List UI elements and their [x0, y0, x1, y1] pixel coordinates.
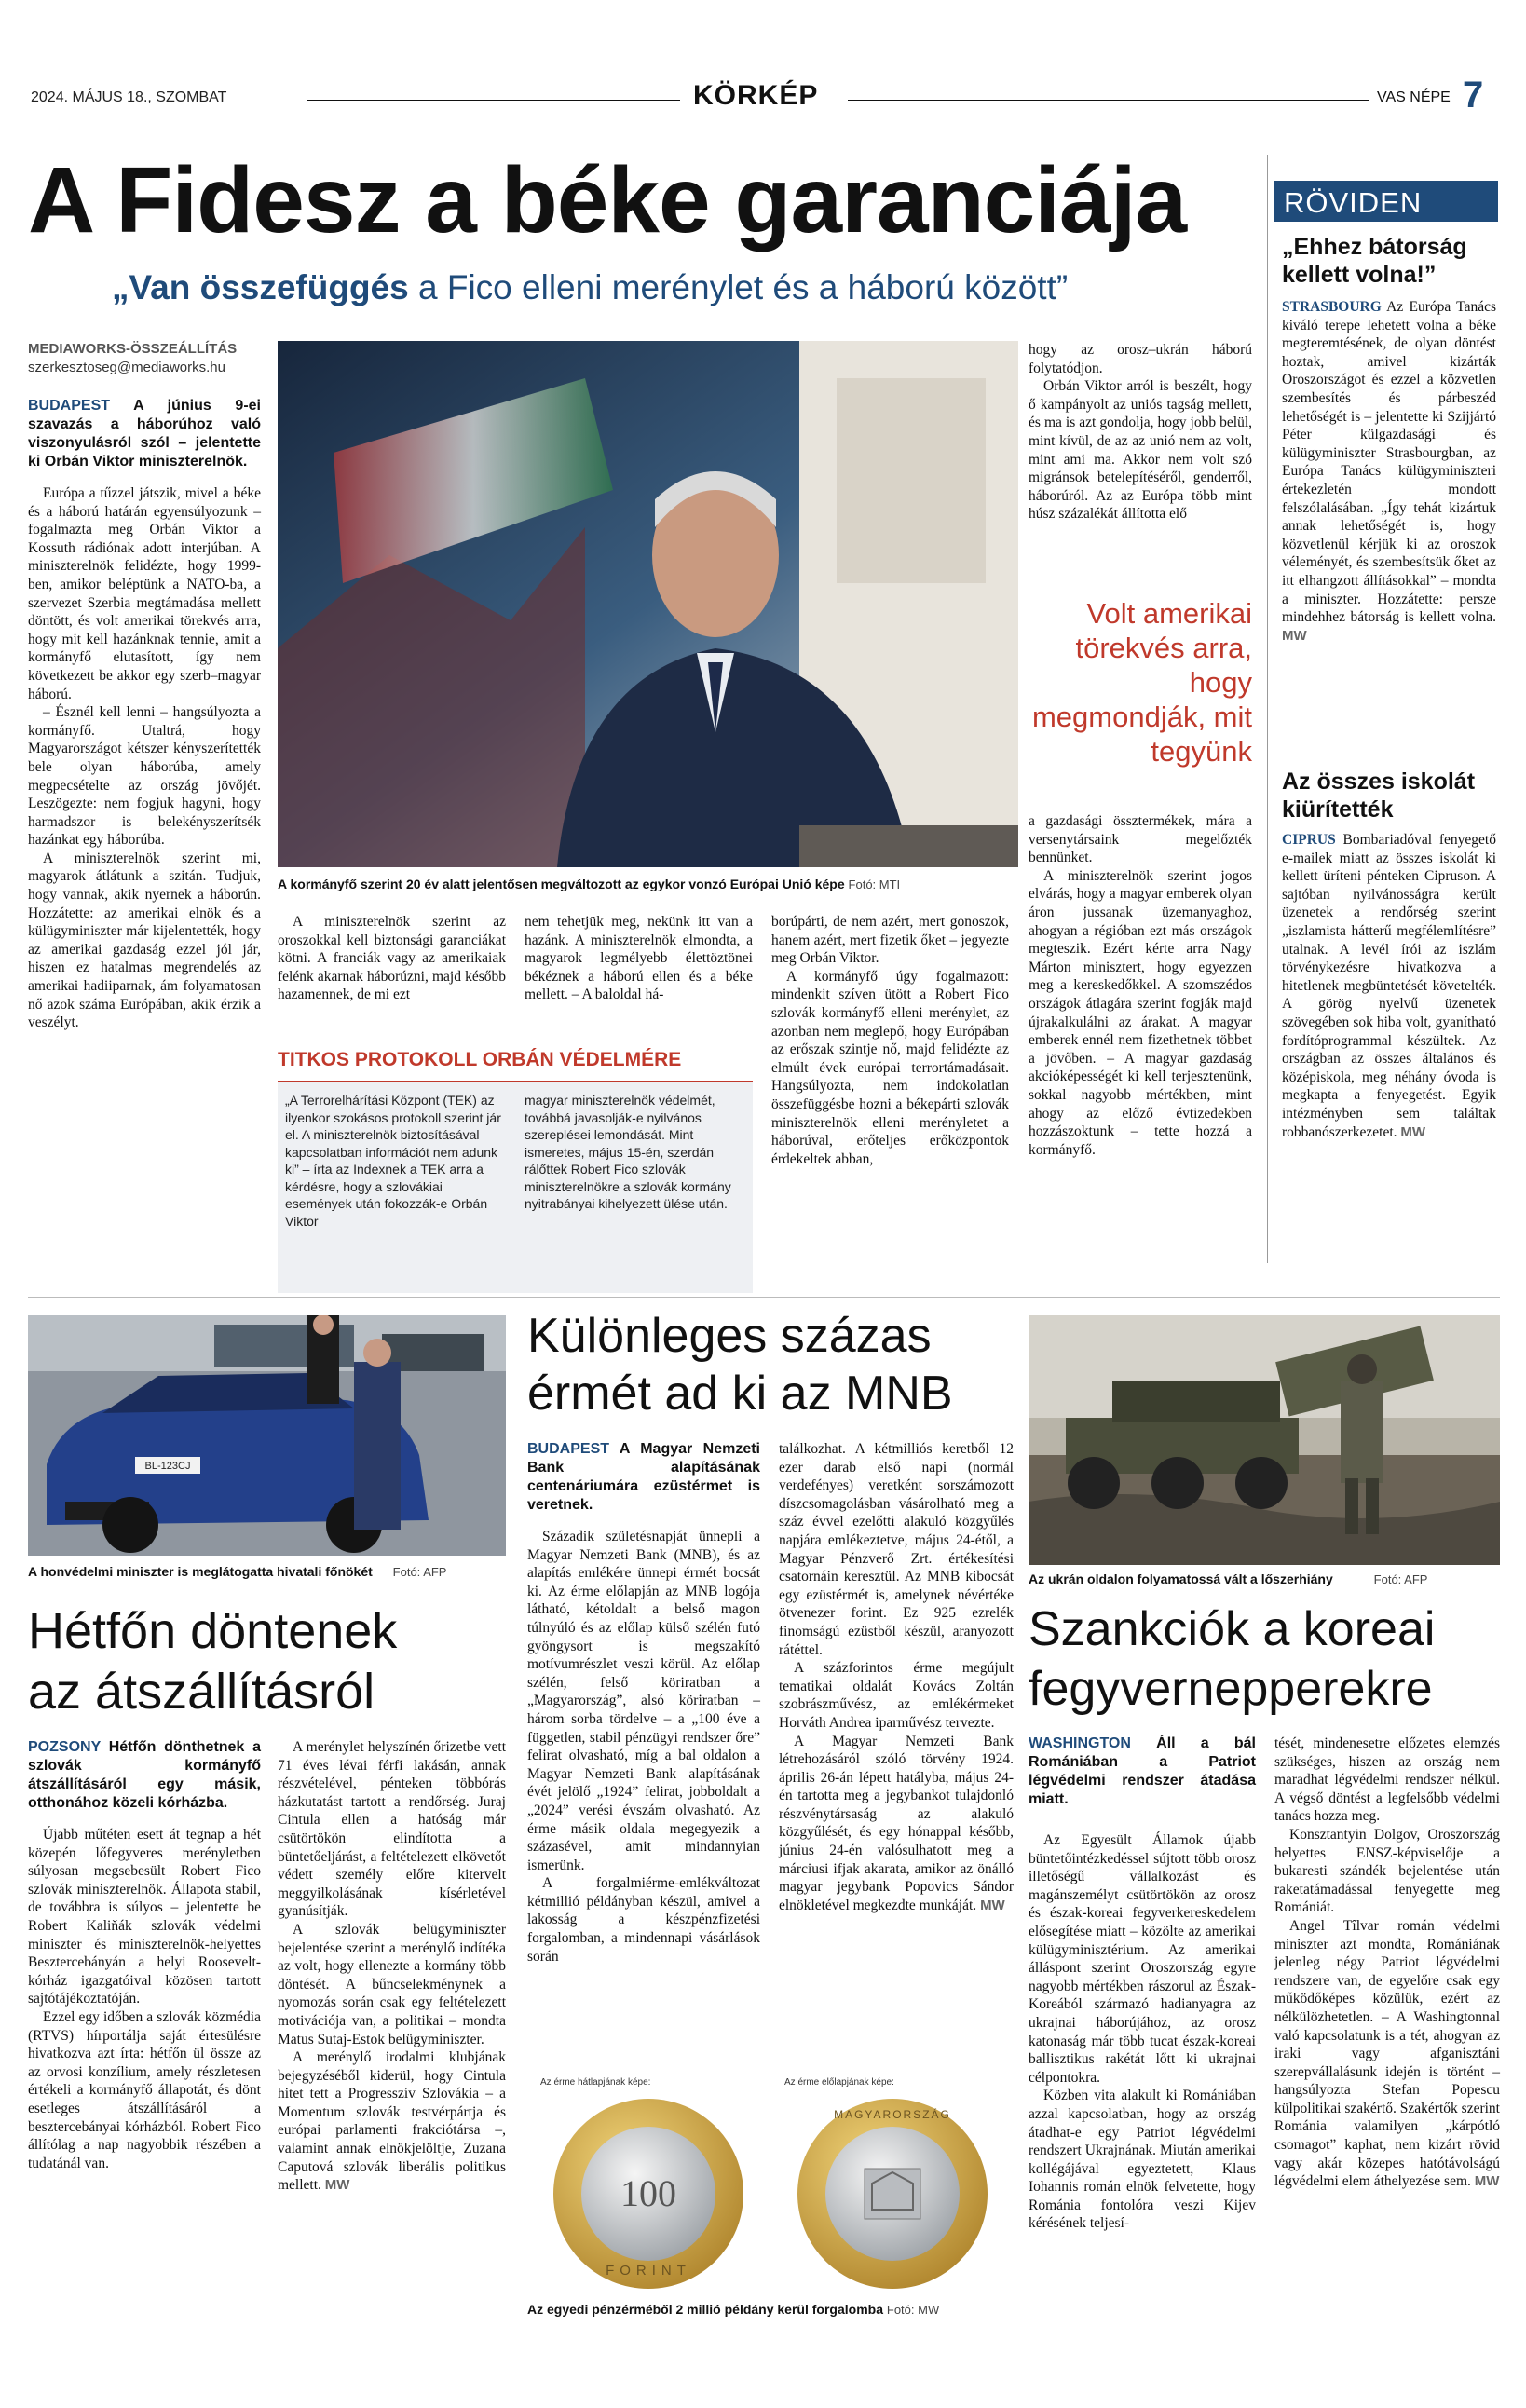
- coin-col1-p2: A forgalmiérme-emlékváltozat kétmillió példányban készül, amivel a lakosság a készpénzfizetési forgalomban, a mindennapi vásárlások során: [527, 1875, 760, 1965]
- korea-photo-illustration: [1029, 1315, 1500, 1565]
- fico-col2-p3: [278, 2048, 506, 2195]
- korea-lead: [1029, 1735, 1256, 1809]
- korea-mw: MW: [1474, 2173, 1500, 2190]
- sidebar-header: [1274, 181, 1498, 222]
- sidebar-item1-mw: MW: [1282, 627, 1307, 644]
- coin-front: [797, 2099, 988, 2289]
- sidebar-item2-text: [1282, 831, 1496, 1141]
- main-col1-p1: Európa a tűzzel játszik, mivel a béke és a háború határán egyensúlyozunk – fogalmazta meg Orbán Viktor a Kossuth rádiónak adott interjúban. A miniszterelnök felidézte, hogy 1999-ben, amikor beléptünk a NATO-ba, a szervezet Szerbia megtámadása mellett döntött, és volt amerikai törekvés arra, hogy mit kell hazánknak tennie, amit a kormányfő elutasított, így nem következett be akkor egy szerb–magyar háború.: [28, 485, 261, 702]
- korea-column-2: [1274, 1735, 1500, 2191]
- korea-photo-caption: [1029, 1571, 1504, 1588]
- header-rule-left: [307, 100, 680, 101]
- main-col1-p2: – Észnél kell lenni – hangsúlyozta a kormányfő. Utaltrá, hogy Magyarországot kétszer kényszerítették bele olyan háborúba, amely megpecsételte az ország jövőjét. Leszögezte: nem fogjuk hagyni, hogy harmadszor is belekényszerítsék hazánkat egy háborúba.: [28, 704, 261, 849]
- main-column-5: [1029, 341, 1252, 524]
- coin-back-mark: 100: [620, 2172, 676, 2214]
- fico-title-1: Hétfőn döntenek: [28, 1603, 398, 1659]
- sidebar-item2: [1282, 831, 1496, 1141]
- fico-photo-caption: [28, 1563, 512, 1581]
- coin-col2-p1: találkozhat. A kétmilliós keretből 12 ezer darab első napi (normál verdefényes) veretként sorszámozott díszcsomagolásban vásárolható meg a száz évvel ezelőtti alakuló közgyűlés napjára emlékeztetve, május 24-étől, a Magyar Pénzverő Zrt. értékesítési csatornáin keresztül. Az MNB kibocsát egy ezüstérmét is, amelynek névértéke ötvenezer forint. Ez 925 ezrelék finomságú ezüstből készül, aranyozott rátéttel.: [779, 1441, 1014, 1658]
- fico-col2-p3-text: A merénylő irodalmi klubjának bejegyzéséből kiderül, hogy Cintula hitet tett a Progresszív Szlovákia – a Momentum szlovák testvérpártja és európai parlamenti frakciótársa –, valamint annak elnökjelöltje, Zuzana Caputová szlovák liberális politikus mellett.: [278, 2049, 506, 2194]
- section-rule: [28, 1297, 1500, 1298]
- main-photo: [278, 341, 1018, 867]
- main-col5-p2: Orbán Viktor arról is beszélt, hogy ő kampányolt az uniós tagság mellett, és ma is azt gondolja, hogy jobb belül, mint kívül, de az az unió nem az volt, mint ami ma. Akkor nem volt szó migránsok betelepítéséről, genderről, háborúról. Az az Európa több mint húsz százalékát állította elő: [1029, 378, 1252, 523]
- main-column-5b: [1029, 812, 1252, 1159]
- main-photo-caption: [278, 876, 1023, 893]
- main-col3-p1: nem tehetjük meg, nekünk itt van a hazánk. A miniszterelnök elmondta, a magyarok legmélyebb élettöztönei békéznek a háború ellen és a béke mellett. – A baloldal há-: [525, 914, 753, 1003]
- korea-col2-p2: Konsztantyin Dolgov, Oroszország helyettes ENSZ-képviselője a bukaresti szándék bejelentése után raketatámadással fenyegette meg Romániát.: [1274, 1826, 1500, 1916]
- main-photo-illustration: [278, 341, 1018, 867]
- korea-col1-p2: Közben vita alakult ki Romániában azzal kapcsolatban, hogy az ország átadhat-e egy Patriot légvédelmi rendszert Ukrajnának. Miután amerikai kollégájával egyeztetett, Klaus Iohannis román elnök felvetette, hogy Románia fontolóra veszi Kijev kérésének teljesí-: [1029, 2088, 1256, 2232]
- fico-col2-p1: A merénylet helyszínén őrizetbe vett 71 éves lévai férfi lakásán, annak részvételével, pénteken többórás házkutatást tartott a rendőrség. Juraj Cintula ellen a hatóság már csütörtökön elindította a büntetőeljárást, a feltételezett elkövetőt védett személy előre kitervelt meggyilkolásának kísérletével gyanúsítják.: [278, 1739, 506, 1920]
- header-rule-right: [848, 100, 1369, 101]
- main-col4-p2: A kormányfő úgy fogalmazott: mindenkit szíven ütött a Robert Fico szlovák kormányfő elleni merénylet, az azonban nem meglepő, hogy Európában az erőszak szintje nő, majd felidézte az elmúlt évek európai terrortámadásait. Hangsúlyozta, nem indokolatlan összefüggésbe hozni a békepárti szlovák miniszterelnök elleni merényletet a háborúval, erőteljes erőközpontok érdekeltek abban,: [771, 968, 1009, 1167]
- main-col4-p1: borúpárti, de nem azért, mert gonoszok, hanem azért, mert fizetik őket – jegyezte meg Orbán Viktor.: [771, 914, 1009, 967]
- korea-title-1: Szankciók a koreai: [1029, 1602, 1436, 1656]
- subtitle-rest: a Fico elleni merénylet és a háború között”: [408, 268, 1069, 306]
- subtitle-emphasis: „Van összefüggés: [112, 268, 409, 306]
- korea-col2-p3: [1274, 1917, 1500, 2191]
- coin-front-text: MAGYARORSZÁG: [834, 2108, 951, 2121]
- fico-photo: [28, 1315, 506, 1556]
- pull-quote: Volt amerikai törekvés arra, hogy megmondják, mit tegyünk: [1031, 597, 1252, 768]
- header-section: KÖRKÉP: [693, 80, 819, 111]
- coin-back: [553, 2099, 743, 2289]
- korea-lead-text: Áll a bál Romániában a Patriot légvédelmi rendszer átadása miatt.: [1029, 1735, 1256, 1807]
- main-col1-p3: A miniszterelnök szerint mi, magyarok átlátunk a szitán. Tudjuk, hogy vannak, akik nyernek a háborún. Hozzátette: az amerikai elnök és a külügyminiszter már kijelentették, hogy az amerikai gazdaság ezzel jól jár, hiszen ez hatalmas megrendelés az amerikai hadiiparnak, ám folyamatosan nő azok száma Európában, akik érzik a veszélyt.: [28, 850, 261, 1031]
- protocol-box-title: TITKOS PROTOKOLL ORBÁN VÉDELMÉRE: [278, 1049, 682, 1070]
- main-title: A Fidesz a béke garanciája: [28, 148, 1187, 252]
- korea-photo: [1029, 1315, 1500, 1565]
- coin-column-2: [779, 1440, 1014, 1914]
- coin-caption-text: Az egyedi pénzérméből 2 millió példány kerül forgalomba: [527, 2302, 883, 2317]
- main-subtitle: [112, 268, 1068, 307]
- main-col2-p1: A miniszterelnök szerint az oroszokkal kell biztonsági garanciákat kötni. A franciák vagy az amerikaiak felénk akarnak háborúzni, majd később hazamennek, de mi ezt: [278, 914, 506, 1003]
- coin-lead-text: A Magyar Nemzeti Bank alapításának centenáriumára ezüstérmet is veretnek.: [527, 1441, 760, 1513]
- main-photo-credit: Fotó: MTI: [848, 877, 901, 891]
- sidebar-item1-title: „Ehhez bátorság kellett volna!”: [1282, 234, 1467, 288]
- fico-col2-p2: A szlovák belügyminiszter bejelentése szerint a merénylő indítéka az volt, hogy ellenezte a kormány több döntését. A bűncselekménynek a nyomozás során csak egy feltételezett motivációja van, a politikai – mondta Matus Sutaj-Estok belügyminiszter.: [278, 1921, 506, 2047]
- main-col5-p4: A miniszterelnök szerint jogos elvárás, hogy a magyar emberek olyan áron jussanak üzemanyaghoz, ahogyan a régióban ezt más országok megteszik. Ezért kérte arra Nagy Márton minisztert, hogy egyezzen meg a kereskedőkkel. A szomszédos országok átlagára szerint fogják majd újrakalkulálni az árakat. A magyar emberek ennél nem fizethetnek többet a jövőben. – A magyar gazdaság akcióképességét ki kell terjesztenünk, sokkal nagyobb mértékben, mint ahogy az előző évtizedekben hozzászoktunk – tette hozzá a kormányfő.: [1029, 867, 1252, 1158]
- fico-photo-caption-text: A honvédelmi miniszter is meglátogatta hivatali főnökét: [28, 1564, 373, 1579]
- korea-photo-caption-text: Az ukrán oldalon folyamatossá vált a lőszerhiány: [1029, 1571, 1333, 1586]
- sidebar-item1: [1282, 298, 1496, 645]
- fico-lead-text: Hétfőn dönthetnek a szlovák kormányfő átszállításáról egy másik, otthonához közeli kórházba.: [28, 1739, 261, 1811]
- sidebar-item1-body: Az Európa Tanács kiváló terepe lehetett volna a béke megteremtésének, de olyan döntést hoztak, amivel kizárták Oroszországot és ezzel a közvetlen szembesítés és párbeszéd lehetőségét is – jelentette ki Szijjártó Péter külgazdasági és külügyminiszter Strasbourgban, az Európa Tanács külügyminiszteri értekezletén mondott felszólalásában. „Így tehát kizártuk annak lehetőségét is, hogy közvetlenül kérjük ki az oroszok véleményét, és szembesítsük őket az itt elhangzott állításokkal” – mondta a miniszter. Hozzátette: persze mindehhez bátorság is kellett volna.: [1282, 299, 1496, 626]
- sidebar-divider: [1267, 155, 1268, 1263]
- header-paper: VAS NÉPE: [1377, 89, 1451, 105]
- byline: MEDIAWORKS-ÖSSZEÁLLÍTÁS: [28, 341, 238, 357]
- coin-images: [527, 2087, 1014, 2301]
- protocol-box-col1: „A Terrorelhárítási Központ (TEK) az ilyenkor szokásos protokoll szerint jár el. A miniszterelnök biztosításával kapcsolatban információt nem adunk ki” – írta az Indexnek a TEK arra a kérdésre, hogy a szlovákiai események után fokozzák-e Orbán Viktor: [285, 1093, 501, 1229]
- coin-front-label: Az érme előlapjának képe:: [784, 2077, 894, 2088]
- fico-title-2: az átszállításról: [28, 1664, 375, 1720]
- coin-back-label: Az érme hátlapjának képe:: [540, 2077, 651, 2088]
- sidebar-item2-title: Az összes iskolát kiürítették: [1282, 769, 1476, 823]
- coin-caption: [527, 2301, 1021, 2319]
- author-email: szerkesztoseg@mediaworks.hu: [28, 360, 225, 375]
- protocol-box-col2: magyar miniszterelnök védelmét, továbbá javasolják-e nyilvános szereplései lemondását. Mint ismeretes, május 15-én, szerdán rálőttek Robert Fico szlovák miniszterelnökre a szlovák kormány nyitrabányai kihelyezett ülése után.: [525, 1093, 731, 1211]
- fico-column-2: [278, 1738, 506, 2195]
- coin-column-1: [527, 1440, 760, 1966]
- car-plate: BL-123CJ: [144, 1461, 191, 1472]
- fico-col1-p1: Újabb műtéten esett át tegnap a hét közepén lőfegyveres merényletben súlyosan megsebesült Robert Fico szlovák miniszterelnök. Állapota stabil, de továbbra is súlyos – jelentette be Robert Kaliňák szlovák védelmi miniszter és miniszterelnök-helyettes Besztercebányán a helyi Roosevelt-kórház igazgatóival közösen tartott sajtótájékoztatóján.: [28, 1827, 261, 2007]
- main-col5-p1: hogy az orosz–ukrán háború folytatódjon.: [1029, 342, 1252, 376]
- coin-title-1: Különleges százas: [527, 1309, 932, 1363]
- sidebar-item2-mw: MW: [1400, 1123, 1426, 1140]
- fico-lead: [28, 1738, 261, 1813]
- main-column-2: [278, 913, 506, 1004]
- main-col5-p3: a gazdasági össztermékek, mára a versenytársaink megelőzték bennünket.: [1029, 813, 1252, 866]
- sidebar-item1-text: [1282, 298, 1496, 645]
- fico-photo-illustration: [28, 1315, 506, 1556]
- coin-col2-p2: A százforintos érme megújult tematikai oldalát Kovács Zoltán szobrászművész, az emlékérmeket Horváth Andrea iparművész tervezte.: [779, 1660, 1014, 1731]
- korea-photo-credit: Fotó: AFP: [1373, 1572, 1428, 1586]
- fico-mw: MW: [324, 2177, 350, 2194]
- sidebar-title: RÖVIDEN: [1284, 186, 1423, 219]
- sidebar-item2-body: Bombariadóval fenyegető e-mailek miatt az összes iskolát ki kellett üríteni pénteken Cipruson. A sajtóban nyilvánosságra került üzenetek a rendőrség szerint „iszlamista hátterű megfélemlítésre” utalnak. A levél írói az iszlám törvénykezésre hivatkozva a hitetlenek megbüntetését követelték. A görög nyelvű üzenetek szövegében sok hiba volt, gyanítható fordítóprogrammal készültek. Az országban az összes általános és középiskola, meg néhány óvoda is megkapta a fenyegetést. Egyik intézményben sem találtak robbanószerkezetet.: [1282, 832, 1496, 1140]
- main-photo-caption-text: A kormányfő szerint 20 év alatt jelentősen megváltozott az egykor vonzó Európai Unió képe: [278, 877, 845, 891]
- korea-col1-p1: Az Egyesült Államok újabb büntetőintézkedéssel sújtott több orosz illetőségű vállalkozást és magánszemélyt csütörtökön az orosz és észak-koreai fegyverkereskedelem elősegítése miatt – közölte az amerikai külügyminisztérium. Az amerikai álláspont szerint Oroszország egyre nagyobb mértékben rászorul az Észak-Koreából származó hadianyagra az ukrajnai háborújához, az orosz katonaság már több tucat észak-koreai ballisztikus rakétát lőtt ki ukrajnai célpontokra.: [1029, 1832, 1256, 2086]
- korea-lead-place: WASHINGTON: [1029, 1735, 1131, 1751]
- coin-mw: MW: [980, 1897, 1005, 1913]
- coin-col1-p1: Századik születésnapját ünnepli a Magyar Nemzeti Bank (MNB), és az alapítás emlékére ünnepi érmét bocsát ki. Az érme előlapján az MNB logója látható, kétoldalt a belső magon túlnyúló és az előlap külső szélén futó gyöngysort is megszakító motívumrészlet veszi körül. Az előlap szélén, felső köriratban a „Magyarország”, alsó köriratban – három sorba tördelve – a „100 éve a független, stabil pénzügyi rendszer őre” felirat olvasható, míg a bal oldalon a Magyar Nemzeti Bank alapításának évét jelölő „1924” felirat, jobboldalt a „2024” verési évszám olvasható. Az érme másik oldala megegyezik a százasével, amit mindannyian ismerünk.: [527, 1529, 760, 1873]
- fico-lead-place: POZSONY: [28, 1739, 101, 1755]
- sidebar-item2-place: CIPRUS: [1282, 832, 1336, 848]
- coin-col2-p3-text: A Magyar Nemzeti Bank létrehozásáról szóló törvény 1924. április 26-án lépett hatályba, május 24-én tartotta meg a jegybankot tulajdonló részvénytársaság az alakuló közgyűlését, és egy hónappal később, június 24-én valósulhatott meg a márciusi ifjak akarata, amikor az önálló magyar jegybank Popovics Sándor elnökletével megkezdte munkáját.: [779, 1733, 1014, 1913]
- korea-column-1: [1029, 1735, 1256, 2233]
- main-column-3: [525, 913, 753, 1004]
- main-column-1: [28, 397, 261, 1032]
- coin-caption-credit: Fotó: MW: [886, 2303, 940, 2317]
- main-lead-text: A június 9-ei szavazás a háborúhoz való viszonyulásról szól – jelentette ki Orbán Viktor miniszterelnök.: [28, 398, 261, 469]
- coin-lead: [527, 1440, 760, 1515]
- main-lead: [28, 397, 261, 471]
- sidebar-item1-place: STRASBOURG: [1282, 299, 1382, 315]
- fico-col1-p2: Ezzel egy időben a szlovák közmédia (RTVS) hírportálja saját értesülésre hivatkozva azt írta: hétfőn ül össze az az orvosi konzílium, amely részletesen értékeli a kormányfő állapotát, és dönt esetleges átszállításáról a besztercebányai kórházból. Robert Fico állítólag a nap nagyobbik részében a tudatánál van.: [28, 2008, 261, 2171]
- page-number: 7: [1463, 75, 1484, 116]
- korea-col2-p1: tését, mindenesetre előzetes elemzés szükséges, hiszen az ország nem maradhat légvédelmi rendszer nélkül. A végső döntést a legfelsőbb védelmi tanács hozza meg.: [1274, 1735, 1500, 1825]
- coin-title-2: érmét ad ki az MNB: [527, 1367, 953, 1421]
- korea-title-2: fegyvernepperekre: [1029, 1662, 1433, 1716]
- header-date: 2024. MÁJUS 18., SZOMBAT: [31, 89, 227, 105]
- fico-column-1: [28, 1738, 261, 2172]
- coin-lead-place: BUDAPEST: [527, 1441, 610, 1457]
- fico-photo-credit: Fotó: AFP: [392, 1565, 447, 1579]
- main-column-4: [771, 913, 1009, 1168]
- coin-back-text: FORINT: [606, 2263, 691, 2279]
- main-lead-place: BUDAPEST: [28, 398, 111, 414]
- korea-col2-p3-text: Angel Tîlvar román védelmi miniszter azt mondta, Romániának jelenleg négy Patriot légvédelmi rendszere van, de egyelőre csak egy működőképes közülük, ezért az nélkülözhetetlen. – A Washingtonnal való kapcsolatunk is a tét, ahogyan az iraki vagy afganisztáni szerepvállalásunk idején is történt – hangsúlyozta Stefan Popescu külpolitikai szakértő. Szakértők szerint Románia valamilyen „kárpótló csomagot” kaphat, nem kizárt rövid vagy akár közepes hatótávolságú légvédelmi elem áthelyezése sem.: [1274, 1917, 1500, 2190]
- coin-col2-p3: [779, 1733, 1014, 1915]
